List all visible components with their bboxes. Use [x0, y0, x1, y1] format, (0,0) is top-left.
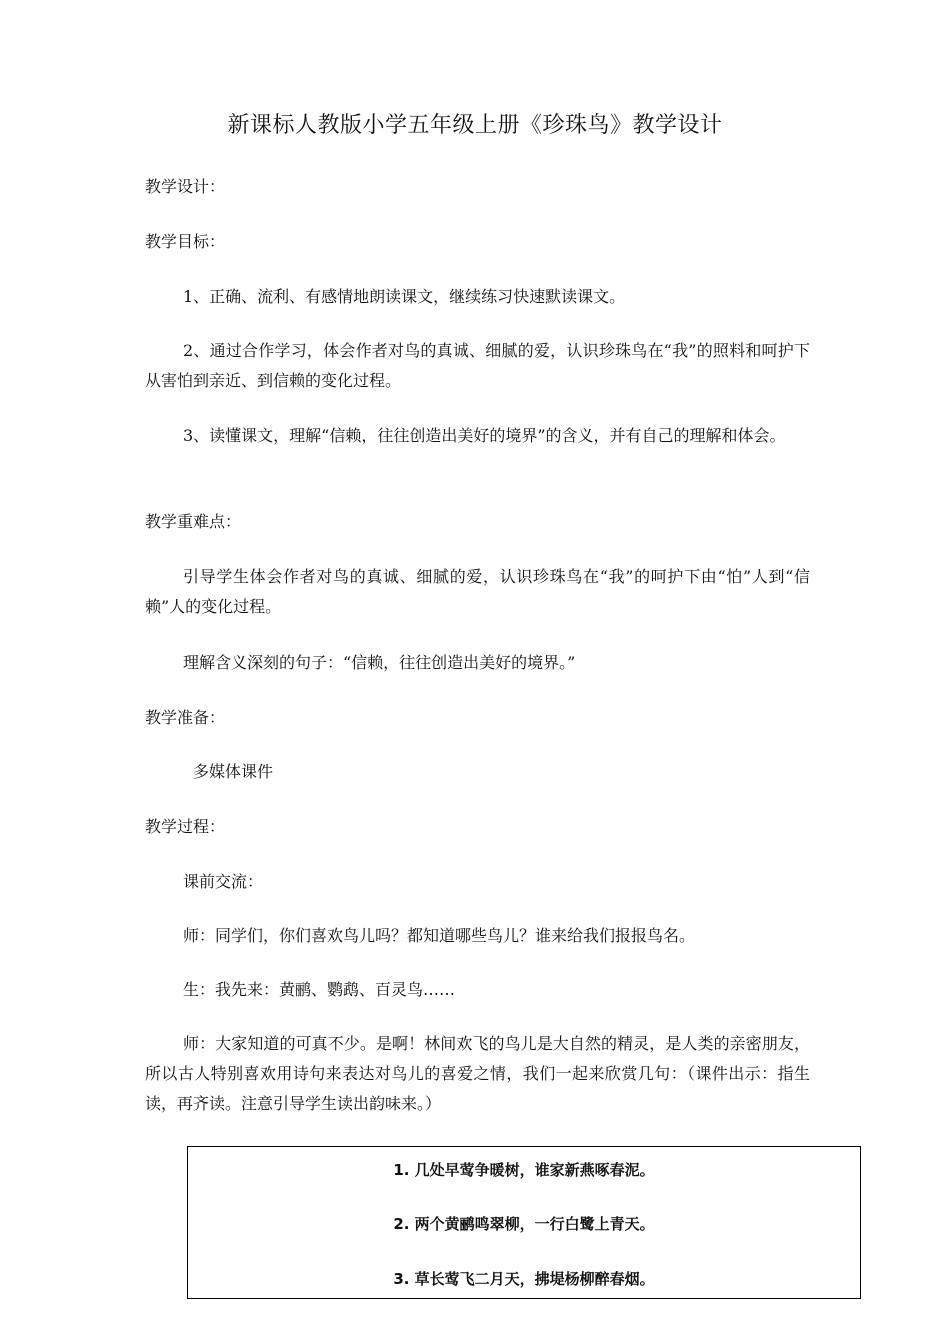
- goal-item-2: 2、通过合作学习，体会作者对鸟的真诚、细腻的爱，认识珍珠鸟在“我”的照料和呵护下从害怕到亲近、到信赖的变化过程。: [145, 341, 810, 390]
- key-point-1: 引导学生体会作者对鸟的真诚、细腻的爱，认识珍珠鸟在“我”的呵护下由“怕”人到“信赖”人的变化过程。: [145, 567, 810, 616]
- poem-line-1: 1. 几处早莺争暖树，谁家新燕啄春泥。: [393, 1161, 655, 1179]
- section-heading-goals: 教学目标：: [145, 232, 226, 251]
- section-heading-key-points: 教学重难点：: [145, 512, 242, 531]
- section-heading-process: 教学过程：: [145, 817, 226, 836]
- section-heading-design: 教学设计：: [145, 177, 226, 196]
- poem-line-2: 2. 两个黄鹂鸣翠柳，一行白鹭上青天。: [393, 1215, 655, 1233]
- key-point-2: 理解含义深刻的句子：“信赖，往往创造出美好的境界。”: [183, 653, 576, 672]
- poem-line-3: 3. 草长莺飞二月天，拂堤杨柳醉春烟。: [393, 1270, 655, 1288]
- document-title: 新课标人教版小学五年级上册《珍珠鸟》教学设计: [227, 113, 723, 138]
- section-heading-preparation: 教学准备：: [145, 708, 226, 727]
- pre-class-heading: 课前交流：: [183, 872, 264, 891]
- goal-item-1: 1、正确、流利、有感情地朗读课文，继续练习快速默读课文。: [183, 287, 626, 306]
- dialogue-student-1: 生：我先来：黄鹂、鹦鹉、百灵鸟……: [183, 980, 456, 999]
- dialogue-teacher-1: 师：同学们，你们喜欢鸟儿吗？都知道哪些鸟儿？谁来给我们报报鸟名。: [183, 926, 696, 945]
- poem-box: [187, 1146, 861, 1299]
- goal-item-3: 3、读懂课文，理解“信赖，往往创造出美好的境界”的含义，并有自己的理解和体会。: [183, 426, 786, 445]
- dialogue-teacher-2: 师：大家知道的可真不少。是啊！林间欢飞的鸟儿是大自然的精灵，是人类的亲密朋友，所以古人特别喜欢用诗句来表达对鸟儿的喜爱之情，我们一起来欣赏几句：（课件出示：指生读，再齐读。注意引导学生读出韵味来。）: [145, 1034, 810, 1113]
- preparation-item: 多媒体课件: [193, 762, 274, 781]
